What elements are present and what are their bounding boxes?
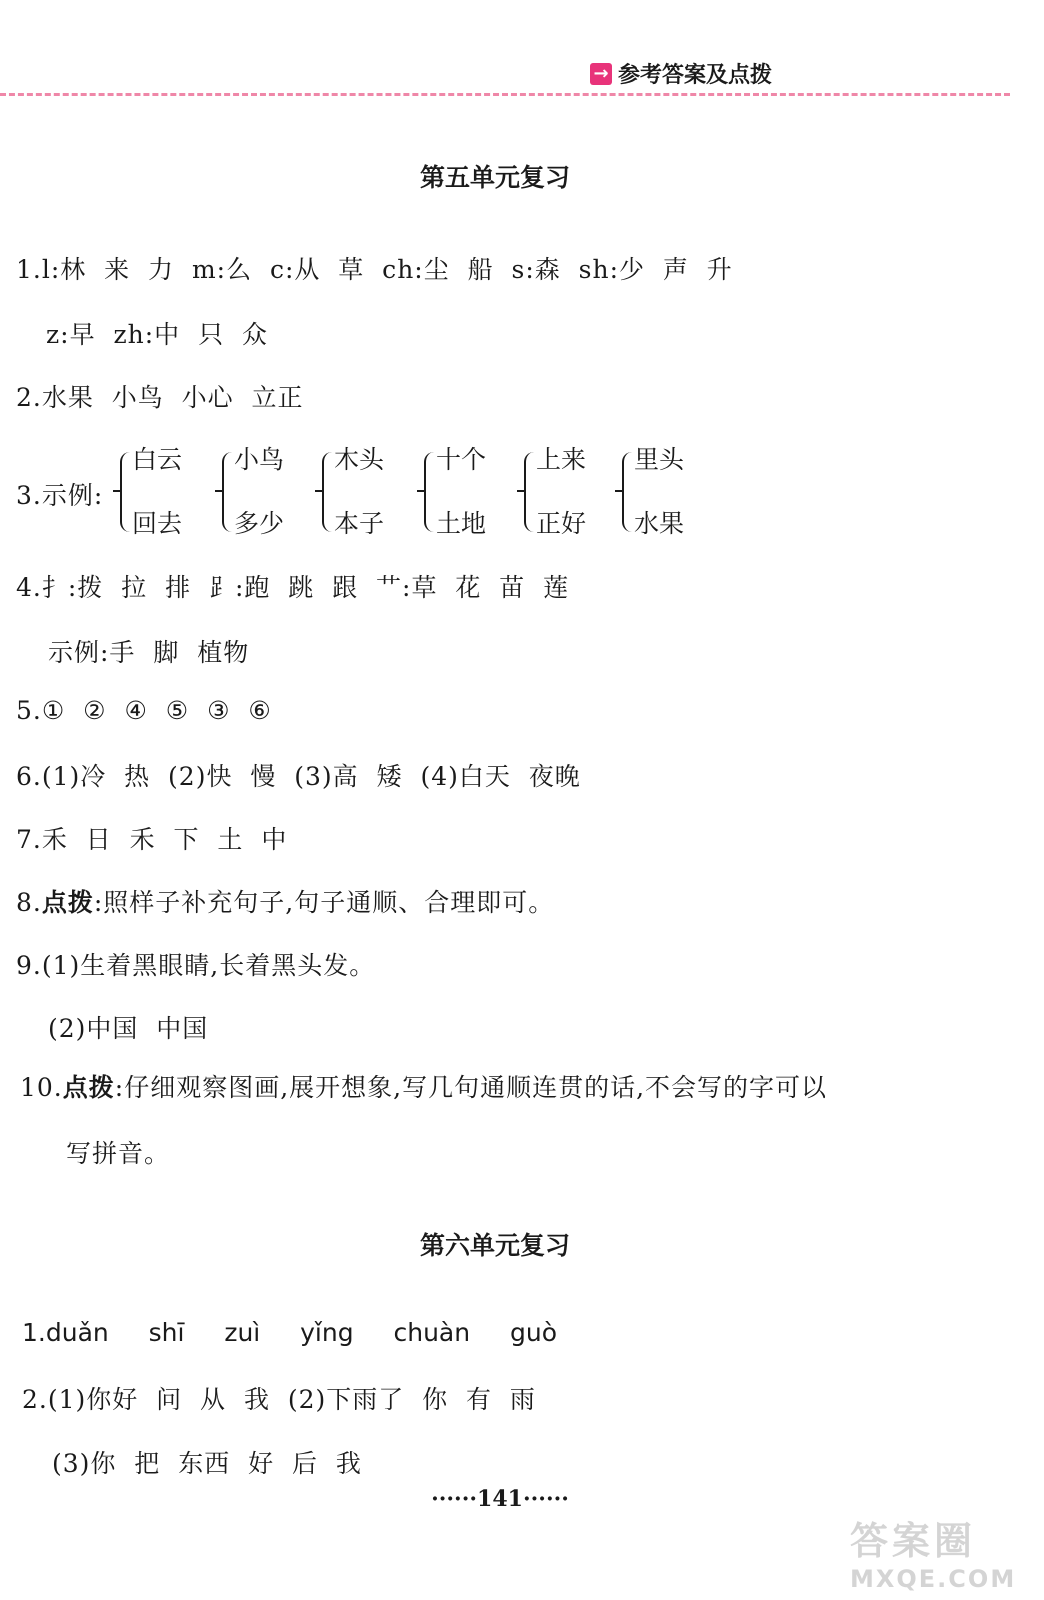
unit5-q6: 6.(1)冷 热 (2)快 慢 (3)高 矮 (4)白天 夜晚 (16, 762, 581, 791)
pair-top: 十个 (436, 445, 487, 474)
unit5-title: 第五单元复习 (419, 163, 570, 192)
pair-bottom: 正好 (536, 509, 587, 538)
header-divider (0, 93, 1010, 96)
unit5-q8 (16, 883, 554, 919)
pair-top: 里头 (634, 445, 685, 474)
q8-text: :照样子补充句子,句子通顺、合理即可。 (93, 888, 555, 917)
arrow-icon: → (590, 63, 612, 85)
pair-top: 上来 (536, 445, 587, 474)
q10-text: :仔细观察图画,展开想象,写几句通顺连贯的话,不会写的字可以 (114, 1073, 828, 1102)
pair-bottom: 水果 (634, 509, 685, 538)
pair-top: 木头 (334, 445, 385, 474)
pair-bottom: 回去 (132, 509, 183, 538)
watermark-url: MXQE.COM (850, 1565, 1017, 1593)
page-number (0, 1486, 1000, 1512)
unit5-q10 (20, 1068, 827, 1104)
watermark-logo-text: 答案圈 (850, 1519, 977, 1563)
page-number-left-dots: ······ (431, 1486, 478, 1512)
watermark (850, 1510, 1020, 1593)
brace (120, 452, 132, 532)
unit5-q2: 2.水果 小鸟 小心 立正 (16, 383, 304, 412)
header-label: 参考答案及点拨 (618, 63, 773, 88)
unit5-q3-prefix: 3.示例: (16, 481, 104, 510)
unit5-q10-line2: 写拼音。 (66, 1139, 171, 1168)
unit5-q1-line2: z:早 zh:中 只 众 (46, 320, 268, 349)
header-tag (590, 58, 772, 89)
unit6-q1: 1.duǎn shī zuì yǐng chuàn guò (22, 1318, 557, 1347)
unit5-q9-line1: 9.(1)生着黑眼睛,长着黑头发。 (16, 951, 376, 980)
pair-bottom: 多少 (234, 509, 285, 538)
unit5-q4-line2: 示例:手 脚 植物 (48, 638, 250, 667)
unit6-q2-line1: 2.(1)你好 问 从 我 (2)下雨了 你 有 雨 (22, 1385, 536, 1414)
unit6-q2-line2: (3)你 把 东西 好 后 我 (52, 1449, 362, 1478)
unit5-q5: 5.① ② ④ ⑤ ③ ⑥ (16, 696, 272, 725)
unit5-q1-line1: 1.l:林 来 力 m:么 c:从 草 ch:尘 船 s:森 sh:少 声 升 (16, 255, 733, 284)
brace (222, 452, 234, 532)
q8-label: 点拨 (41, 888, 94, 917)
brace (622, 452, 634, 532)
pair-bottom: 本子 (334, 509, 385, 538)
page-number-right-dots: ······ (522, 1486, 569, 1512)
pair-top: 小鸟 (234, 445, 285, 474)
brace (424, 452, 436, 532)
brace (524, 452, 536, 532)
unit6-title: 第六单元复习 (419, 1231, 570, 1260)
q10-number: 10. (20, 1073, 63, 1102)
pair-bottom: 土地 (436, 509, 487, 538)
unit5-q4-line1: 4.扌:拨 拉 排 ⻊:跑 跳 跟 艹:草 花 苗 莲 (16, 573, 570, 602)
unit5-q7: 7.禾 日 禾 下 土 中 (16, 825, 288, 854)
brace (322, 452, 334, 532)
unit5-q9-line2: (2)中国 中国 (48, 1014, 209, 1043)
q8-number: 8. (16, 888, 42, 917)
q10-label: 点拨 (62, 1073, 115, 1102)
page-number-value: 141 (477, 1486, 523, 1512)
pair-top: 白云 (132, 445, 183, 474)
